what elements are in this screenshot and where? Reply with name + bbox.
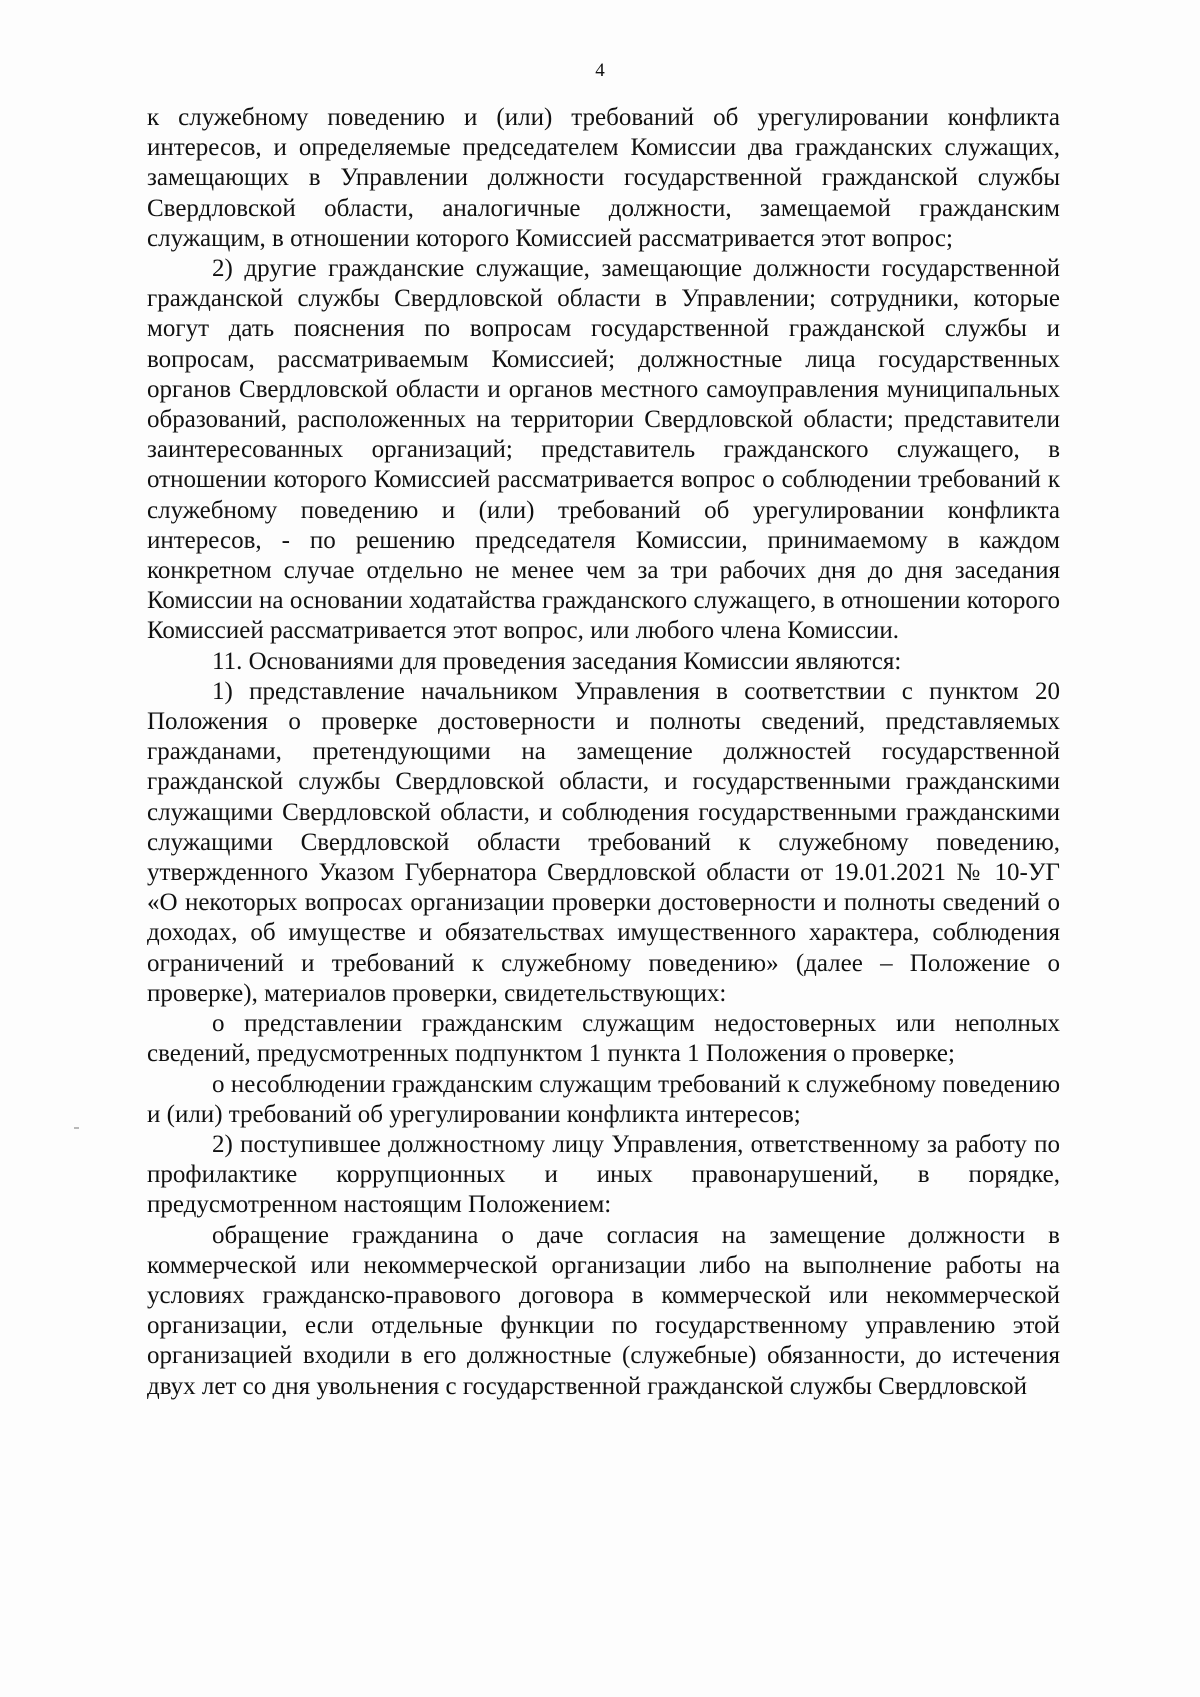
paragraph-continuation: к служебному поведению и (или) требований об урегулировании конфликта интересов, и определяемые председателем Комиссии два гражданских служащих, замещающих в Управлении должности государственной гражданской службы Свердловской области, аналогичные должности, замещаемой гражданским служащим, в отношении которого Комиссией рассматривается этот вопрос;: [147, 104, 1060, 252]
paragraph-item-2: 2) другие гражданские служащие, замещающие должности государственной гражданской службы Свердловской области в Управлении; сотрудники, которые могут дать пояснения по вопросам государственной гражданской службы и вопросам, рассматриваемым Комиссией; должностные лица государственных органов Свердловской области и органов местного самоуправления муниципальных образований, расположенных на территории Свердловской области; представители заинтересованных организаций; представитель гражданского служащего, в отношении которого Комиссией рассматривается вопрос о соблюдении требований к служебному поведению и (или) требований об урегулировании конфликта интересов, - по решению председателя Комиссии, принимаемому в каждом конкретном случае отдельно не менее чем за три рабочих дня до дня заседания Комиссии на основании ходатайства гражданского служащего, в отношении которого Комиссией рассматривается этот вопрос, или любого члена Комиссии.: [147, 255, 1060, 645]
paragraph-11-1: 1) представление начальником Управления в соответствии с пунктом 20 Положения о проверке достоверности и полноты сведений, представляемых гражданами, претендующими на замещение должностей государственной гражданской службы Свердловской области, и государственными гражданскими служащими Свердловской области, и соблюдения государственными гражданскими служащими Свердловской области требований к служебному поведению, утвержденного Указом Губернатора Свердловской области от 19.01.2021 № 10-УГ «О некоторых вопросах организации проверки достоверности и полноты сведений о доходах, об имуществе и обязательствах имущественного характера, соблюдения ограничений и требований к служебному поведению» (далее – Положение о проверке), материалов проверки, свидетельствующих:: [147, 677, 1060, 1007]
scan-speck: [74, 1127, 79, 1129]
page-number: 4: [595, 60, 605, 81]
paragraph-11-1-b: о несоблюдении гражданским служащим требований к служебному поведению и (или) требований об урегулировании конфликта интересов;: [147, 1070, 1060, 1128]
paragraph-11-1-a: о представлении гражданским служащим недостоверных или неполных сведений, предусмотренных подпунктом 1 пункта 1 Положения о проверке;: [147, 1010, 1060, 1068]
paragraph-11-2: 2) поступившее должностному лицу Управления, ответственному за работу по профилактике коррупционных и иных правонарушений, в порядке, предусмотренном настоящим Положением:: [147, 1130, 1060, 1219]
document-body: [147, 103, 1060, 1402]
paragraph-11-2-a: обращение гражданина о даче согласия на замещение должности в коммерческой или некоммерческой организации либо на выполнение работы на условиях гражданско-правового договора в коммерческой или некоммерческой организации, если отдельные функции по государственному управлению этой организацией входили в его должностные (служебные) обязанности, до истечения двух лет со дня увольнения с государственной гражданской службы Свердловской: [147, 1221, 1060, 1400]
paragraph-section-11: 11. Основаниями для проведения заседания Комиссии являются:: [212, 647, 902, 675]
